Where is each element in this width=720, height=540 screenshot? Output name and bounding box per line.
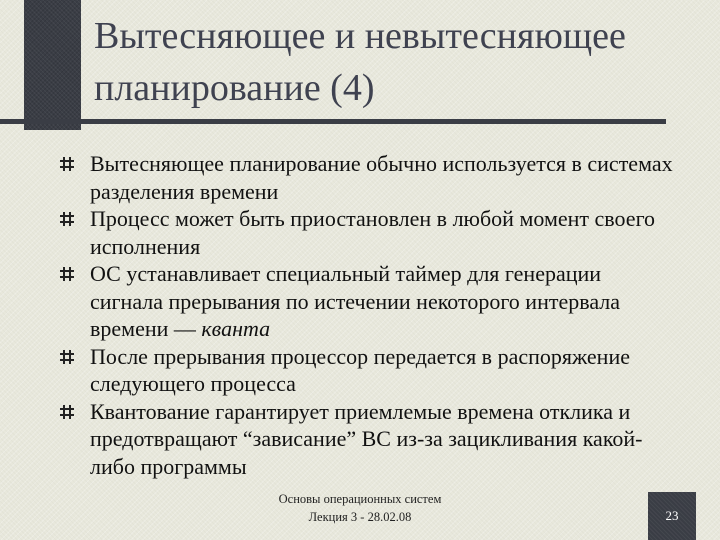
footer-lecture-info: Лекция 3 - 28.02.08 [308, 510, 412, 524]
slide-title-line-2: планирование (4) [94, 67, 375, 109]
bullet-item [58, 398, 678, 481]
title-underline-bar [0, 119, 666, 124]
hash-bullet-icon [60, 157, 74, 171]
bullet-item [58, 150, 678, 205]
bullet-text: После прерывания процессор передается в распоряжение следующего процесса [90, 343, 630, 396]
bullet-emphasis: кванта [201, 316, 271, 341]
slide-footer [240, 490, 480, 526]
bullet-text: ОС устанавливает специальный таймер для генерации сигнала прерывания по истечении некоторого интервала времени — [90, 261, 621, 341]
bullet-item [58, 260, 678, 343]
slide-title [94, 10, 704, 114]
hash-bullet-icon [60, 350, 74, 364]
hash-bullet-icon [60, 212, 74, 226]
hash-bullet-icon [60, 267, 74, 281]
page-number-badge [648, 492, 696, 540]
bullet-item [58, 343, 678, 398]
page-number: 23 [665, 508, 679, 523]
bullet-item [58, 205, 678, 260]
slide-title-line-1: Вытесняющее и невытесняющее [94, 15, 626, 57]
footer-course-title: Основы операционных систем [278, 492, 442, 506]
bullet-list [58, 150, 678, 480]
bullet-text: Квантование гарантирует приемлемые времена отклика и предотвращают “зависание” ВС из-за зацикливания какой-либо программы [90, 398, 643, 479]
bullet-text: Вытесняющее планирование обычно используется в системах разделения времени [90, 151, 673, 204]
decorative-side-bar [24, 0, 81, 130]
hash-bullet-icon [60, 405, 74, 419]
bullet-text: Процесс может быть приостановлен в любой момент своего исполнения [90, 206, 656, 259]
